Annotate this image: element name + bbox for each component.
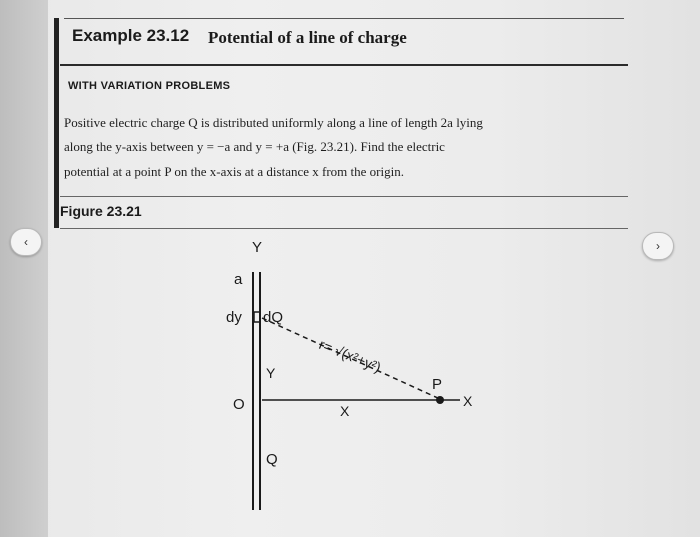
dq-label: dQ xyxy=(263,309,284,326)
x-distance-label: X xyxy=(340,403,350,419)
problem-line-1: Positive electric charge Q is distributed uniformly along a line of length 2a lying xyxy=(64,115,483,130)
y-axis-label: Y xyxy=(252,239,263,256)
dy-label: dy xyxy=(226,309,242,326)
q-label: Q xyxy=(266,451,278,468)
chevron-left-icon: ‹ xyxy=(24,235,28,249)
p-label: P xyxy=(432,376,443,393)
a-label: a xyxy=(234,271,243,288)
point-p xyxy=(436,396,444,404)
chevron-right-icon: › xyxy=(656,239,660,253)
problem-line-2: along the y-axis between y = −a and y = +a (Fig. 23.21). Find the electric xyxy=(64,139,445,154)
example-title: Potential of a line of charge xyxy=(208,28,407,47)
y-distance-label: Y xyxy=(266,365,276,381)
r-equation: r= √(x²+y²) xyxy=(316,335,384,376)
section-heading: WITH VARIATION PROBLEMS xyxy=(68,80,231,92)
origin-label: O xyxy=(233,396,245,413)
x-axis-label: X xyxy=(463,393,473,409)
example-number: Example 23.12 xyxy=(72,26,190,45)
figure-label: Figure 23.21 xyxy=(60,203,142,219)
problem-line-3: potential at a point P on the x-axis at a distance x from the origin. xyxy=(64,164,404,179)
